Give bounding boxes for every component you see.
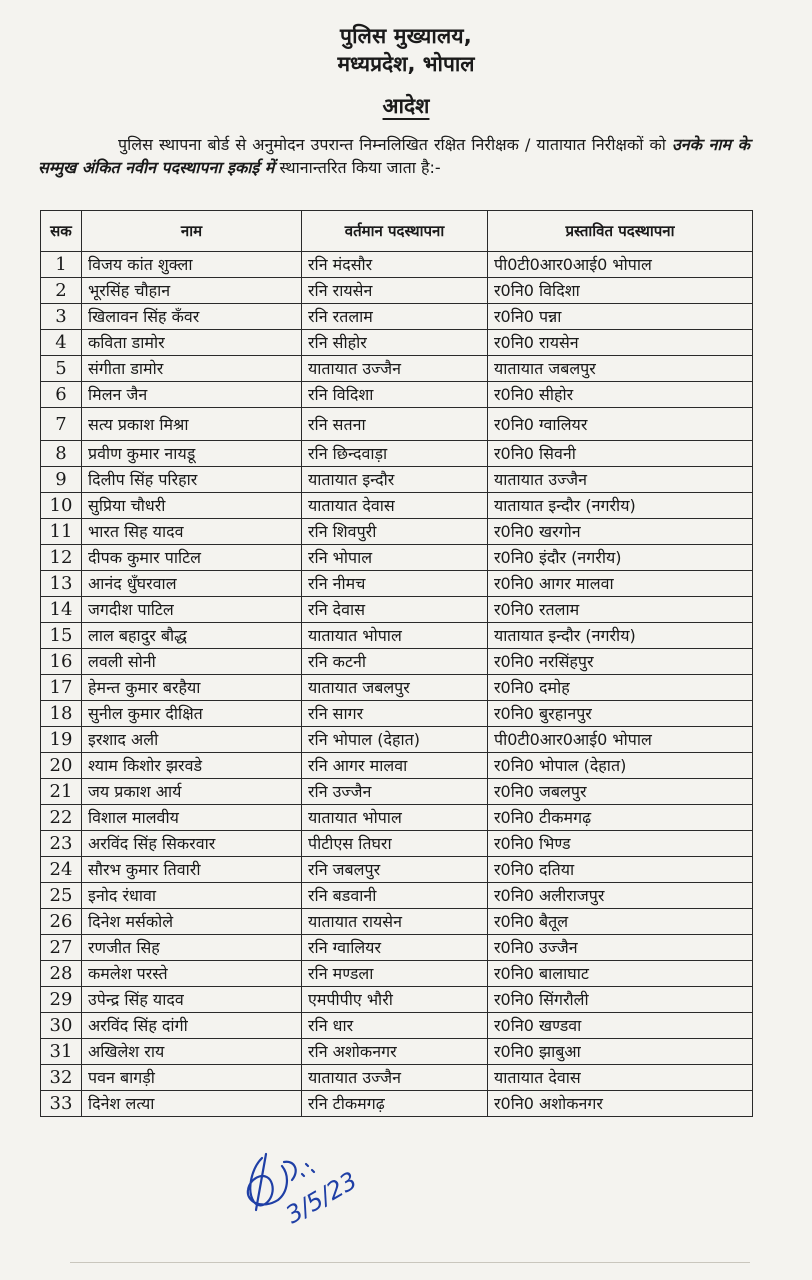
order-title: आदेश	[382, 94, 430, 118]
table-header-row	[41, 211, 753, 252]
current-posting-cell: यातायात देवास	[302, 493, 488, 519]
name-cell: जगदीश पाटिल	[82, 597, 302, 623]
serial-cell: 32	[41, 1065, 82, 1091]
table-row	[41, 1039, 753, 1065]
table-row	[41, 935, 753, 961]
header-name: नाम	[82, 211, 302, 252]
proposed-posting-cell: र0नि0 सिंगरौली	[488, 987, 753, 1013]
proposed-posting-cell: यातायात इन्दौर (नगरीय)	[488, 623, 753, 649]
current-posting-cell: रनि उज्जैन	[302, 779, 488, 805]
proposed-posting-cell: र0नि0 बालाघाट	[488, 961, 753, 987]
name-cell: दीपक कुमार पाटिल	[82, 545, 302, 571]
serial-cell: 9	[41, 467, 82, 493]
table-row	[41, 727, 753, 753]
proposed-posting-cell: र0नि0 दमोह	[488, 675, 753, 701]
table-row	[41, 805, 753, 831]
serial-cell: 17	[41, 675, 82, 701]
proposed-posting-cell: र0नि0 सिवनी	[488, 441, 753, 467]
name-cell: दिनेश मर्सकोले	[82, 909, 302, 935]
table-row	[41, 330, 753, 356]
proposed-posting-cell: र0नि0 बैतूल	[488, 909, 753, 935]
proposed-posting-cell: यातायात इन्दौर (नगरीय)	[488, 493, 753, 519]
serial-cell: 25	[41, 883, 82, 909]
name-cell: सत्य प्रकाश मिश्रा	[82, 408, 302, 441]
serial-cell: 33	[41, 1091, 82, 1117]
current-posting-cell: यातायात उज्जैन	[302, 356, 488, 382]
name-cell: खिलावन सिंह कँवर	[82, 304, 302, 330]
name-cell: रणजीत सिह	[82, 935, 302, 961]
table-row	[41, 753, 753, 779]
current-posting-cell: रनि सतना	[302, 408, 488, 441]
current-posting-cell: रनि आगर मालवा	[302, 753, 488, 779]
current-posting-cell: रनि देवास	[302, 597, 488, 623]
table-row	[41, 987, 753, 1013]
table-row	[41, 545, 753, 571]
intro-text-1: पुलिस स्थापना बोर्ड से अनुमोदन उपरान्त निम्नलिखित रक्षित निरीक्षक / यातायात निरीक्षकों को	[118, 135, 666, 154]
table-row	[41, 857, 753, 883]
table-row	[41, 304, 753, 330]
current-posting-cell: यातायात इन्दौर	[302, 467, 488, 493]
serial-cell: 24	[41, 857, 82, 883]
header-current-posting: वर्तमान पदस्थापना	[302, 211, 488, 252]
serial-cell: 30	[41, 1013, 82, 1039]
intro-emphasis: उनके नाम के सम्मुख अंकित नवीन पदस्थापना इकाई में	[38, 135, 750, 177]
name-cell: आनंद धुँघरवाल	[82, 571, 302, 597]
serial-cell: 13	[41, 571, 82, 597]
intro-text-2: स्थानान्तरित किया जाता है:-	[279, 158, 441, 177]
name-cell: दिनेश लत्या	[82, 1091, 302, 1117]
office-name: पुलिस मुख्यालय,	[340, 24, 472, 48]
name-cell: कमलेश परस्ते	[82, 961, 302, 987]
table-row	[41, 1091, 753, 1117]
current-posting-cell: रनि टीकमगढ़	[302, 1091, 488, 1117]
name-cell: जय प्रकाश आर्य	[82, 779, 302, 805]
current-posting-cell: रनि सागर	[302, 701, 488, 727]
proposed-posting-cell: र0नि0 उज्जैन	[488, 935, 753, 961]
table-row	[41, 1013, 753, 1039]
current-posting-cell: रनि रतलाम	[302, 304, 488, 330]
table-row	[41, 467, 753, 493]
proposed-posting-cell: र0नि0 खरगोन	[488, 519, 753, 545]
current-posting-cell: यातायात भोपाल	[302, 623, 488, 649]
header-serial: सक	[41, 211, 82, 252]
serial-cell: 2	[41, 278, 82, 304]
name-cell: सुनील कुमार दीक्षित	[82, 701, 302, 727]
proposed-posting-cell: र0नि0 आगर मालवा	[488, 571, 753, 597]
proposed-posting-cell: र0नि0 भिण्ड	[488, 831, 753, 857]
serial-cell: 19	[41, 727, 82, 753]
current-posting-cell: रनि मण्डला	[302, 961, 488, 987]
current-posting-cell: रनि भोपाल (देहात)	[302, 727, 488, 753]
name-cell: हेमन्त कुमार बरहैया	[82, 675, 302, 701]
table-row	[41, 831, 753, 857]
name-cell: मिलन जैन	[82, 382, 302, 408]
proposed-posting-cell: र0नि0 रायसेन	[488, 330, 753, 356]
current-posting-cell: यातायात जबलपुर	[302, 675, 488, 701]
table-row	[41, 779, 753, 805]
table-row	[41, 382, 753, 408]
serial-cell: 28	[41, 961, 82, 987]
name-cell: विशाल मालवीय	[82, 805, 302, 831]
serial-cell: 11	[41, 519, 82, 545]
proposed-posting-cell: र0नि0 ग्वालियर	[488, 408, 753, 441]
serial-cell: 12	[41, 545, 82, 571]
proposed-posting-cell: र0नि0 सीहोर	[488, 382, 753, 408]
serial-cell: 31	[41, 1039, 82, 1065]
current-posting-cell: रनि अशोकनगर	[302, 1039, 488, 1065]
current-posting-cell: यातायात भोपाल	[302, 805, 488, 831]
current-posting-cell: रनि नीमच	[302, 571, 488, 597]
table-row	[41, 408, 753, 441]
table-row	[41, 649, 753, 675]
current-posting-cell: रनि ग्वालियर	[302, 935, 488, 961]
intro-paragraph	[38, 133, 750, 179]
proposed-posting-cell: यातायात देवास	[488, 1065, 753, 1091]
current-posting-cell: रनि शिवपुरी	[302, 519, 488, 545]
proposed-posting-cell: पी0टी0आर0आई0 भोपाल	[488, 252, 753, 278]
name-cell: विजय कांत शुक्ला	[82, 252, 302, 278]
proposed-posting-cell: र0नि0 बुरहानपुर	[488, 701, 753, 727]
table-row	[41, 571, 753, 597]
proposed-posting-cell: र0नि0 नरसिंहपुर	[488, 649, 753, 675]
name-cell: अरविंद सिंह सिकरवार	[82, 831, 302, 857]
name-cell: लवली सोनी	[82, 649, 302, 675]
current-posting-cell: यातायात रायसेन	[302, 909, 488, 935]
name-cell: इरशाद अली	[82, 727, 302, 753]
proposed-posting-cell: र0नि0 भोपाल (देहात)	[488, 753, 753, 779]
proposed-posting-cell: र0नि0 रतलाम	[488, 597, 753, 623]
name-cell: लाल बहादुर बौद्ध	[82, 623, 302, 649]
name-cell: सौरभ कुमार तिवारी	[82, 857, 302, 883]
name-cell: कविता डामोर	[82, 330, 302, 356]
table-row	[41, 252, 753, 278]
table-row	[41, 493, 753, 519]
table-row	[41, 597, 753, 623]
serial-cell: 26	[41, 909, 82, 935]
current-posting-cell: रनि रायसेन	[302, 278, 488, 304]
table-row	[41, 961, 753, 987]
name-cell: अरविंद सिंह दांगी	[82, 1013, 302, 1039]
serial-cell: 5	[41, 356, 82, 382]
name-cell: संगीता डामोर	[82, 356, 302, 382]
current-posting-cell: यातायात उज्जैन	[302, 1065, 488, 1091]
serial-cell: 7	[41, 408, 82, 441]
proposed-posting-cell: र0नि0 अलीराजपुर	[488, 883, 753, 909]
name-cell: पवन बागड़ी	[82, 1065, 302, 1091]
name-cell: सुप्रिया चौधरी	[82, 493, 302, 519]
serial-cell: 23	[41, 831, 82, 857]
name-cell: इनोद रंधावा	[82, 883, 302, 909]
table-row	[41, 1065, 753, 1091]
serial-cell: 27	[41, 935, 82, 961]
serial-cell: 3	[41, 304, 82, 330]
serial-cell: 8	[41, 441, 82, 467]
table-row	[41, 519, 753, 545]
current-posting-cell: रनि भोपाल	[302, 545, 488, 571]
name-cell: उपेन्द्र सिंह यादव	[82, 987, 302, 1013]
transfer-table	[40, 210, 753, 1117]
serial-cell: 22	[41, 805, 82, 831]
name-cell: श्याम किशोर झरवडे	[82, 753, 302, 779]
proposed-posting-cell: र0नि0 इंदौर (नगरीय)	[488, 545, 753, 571]
current-posting-cell: रनि सीहोर	[302, 330, 488, 356]
proposed-posting-cell: र0नि0 खण्डवा	[488, 1013, 753, 1039]
name-cell: भारत सिह यादव	[82, 519, 302, 545]
serial-cell: 18	[41, 701, 82, 727]
table-row	[41, 278, 753, 304]
proposed-posting-cell: र0नि0 जबलपुर	[488, 779, 753, 805]
proposed-posting-cell: र0नि0 अशोकनगर	[488, 1091, 753, 1117]
name-cell: दिलीप सिंह परिहार	[82, 467, 302, 493]
table-row	[41, 441, 753, 467]
serial-cell: 10	[41, 493, 82, 519]
table-row	[41, 883, 753, 909]
table-row	[41, 675, 753, 701]
serial-cell: 6	[41, 382, 82, 408]
name-cell: भूरसिंह चौहान	[82, 278, 302, 304]
table-row	[41, 701, 753, 727]
current-posting-cell: रनि विदिशा	[302, 382, 488, 408]
proposed-posting-cell: यातायात जबलपुर	[488, 356, 753, 382]
table-row	[41, 909, 753, 935]
table-row	[41, 356, 753, 382]
current-posting-cell: रनि जबलपुर	[302, 857, 488, 883]
serial-cell: 20	[41, 753, 82, 779]
serial-cell: 14	[41, 597, 82, 623]
name-cell: अखिलेश राय	[82, 1039, 302, 1065]
page-edge-line	[70, 1262, 750, 1263]
current-posting-cell: रनि बडवानी	[302, 883, 488, 909]
name-cell: प्रवीण कुमार नायडू	[82, 441, 302, 467]
current-posting-cell: रनि धार	[302, 1013, 488, 1039]
proposed-posting-cell: र0नि0 दतिया	[488, 857, 753, 883]
serial-cell: 15	[41, 623, 82, 649]
proposed-posting-cell: पी0टी0आर0आई0 भोपाल	[488, 727, 753, 753]
signature-date: 3/5/23	[281, 1166, 362, 1230]
serial-cell: 4	[41, 330, 82, 356]
proposed-posting-cell: यातायात उज्जैन	[488, 467, 753, 493]
current-posting-cell: रनि कटनी	[302, 649, 488, 675]
proposed-posting-cell: र0नि0 पन्ना	[488, 304, 753, 330]
current-posting-cell: रनि छिन्दवाड़ा	[302, 441, 488, 467]
proposed-posting-cell: र0नि0 टीकमगढ़	[488, 805, 753, 831]
office-location: मध्यप्रदेश, भोपाल	[337, 52, 475, 76]
serial-cell: 29	[41, 987, 82, 1013]
proposed-posting-cell: र0नि0 झाबुआ	[488, 1039, 753, 1065]
current-posting-cell: पीटीएस तिघरा	[302, 831, 488, 857]
serial-cell: 1	[41, 252, 82, 278]
table-row	[41, 623, 753, 649]
signature-mark	[232, 1140, 382, 1235]
current-posting-cell: एमपीपीए भौरी	[302, 987, 488, 1013]
header-proposed-posting: प्रस्तावित पदस्थापना	[488, 211, 753, 252]
serial-cell: 16	[41, 649, 82, 675]
proposed-posting-cell: र0नि0 विदिशा	[488, 278, 753, 304]
current-posting-cell: रनि मंदसौर	[302, 252, 488, 278]
serial-cell: 21	[41, 779, 82, 805]
